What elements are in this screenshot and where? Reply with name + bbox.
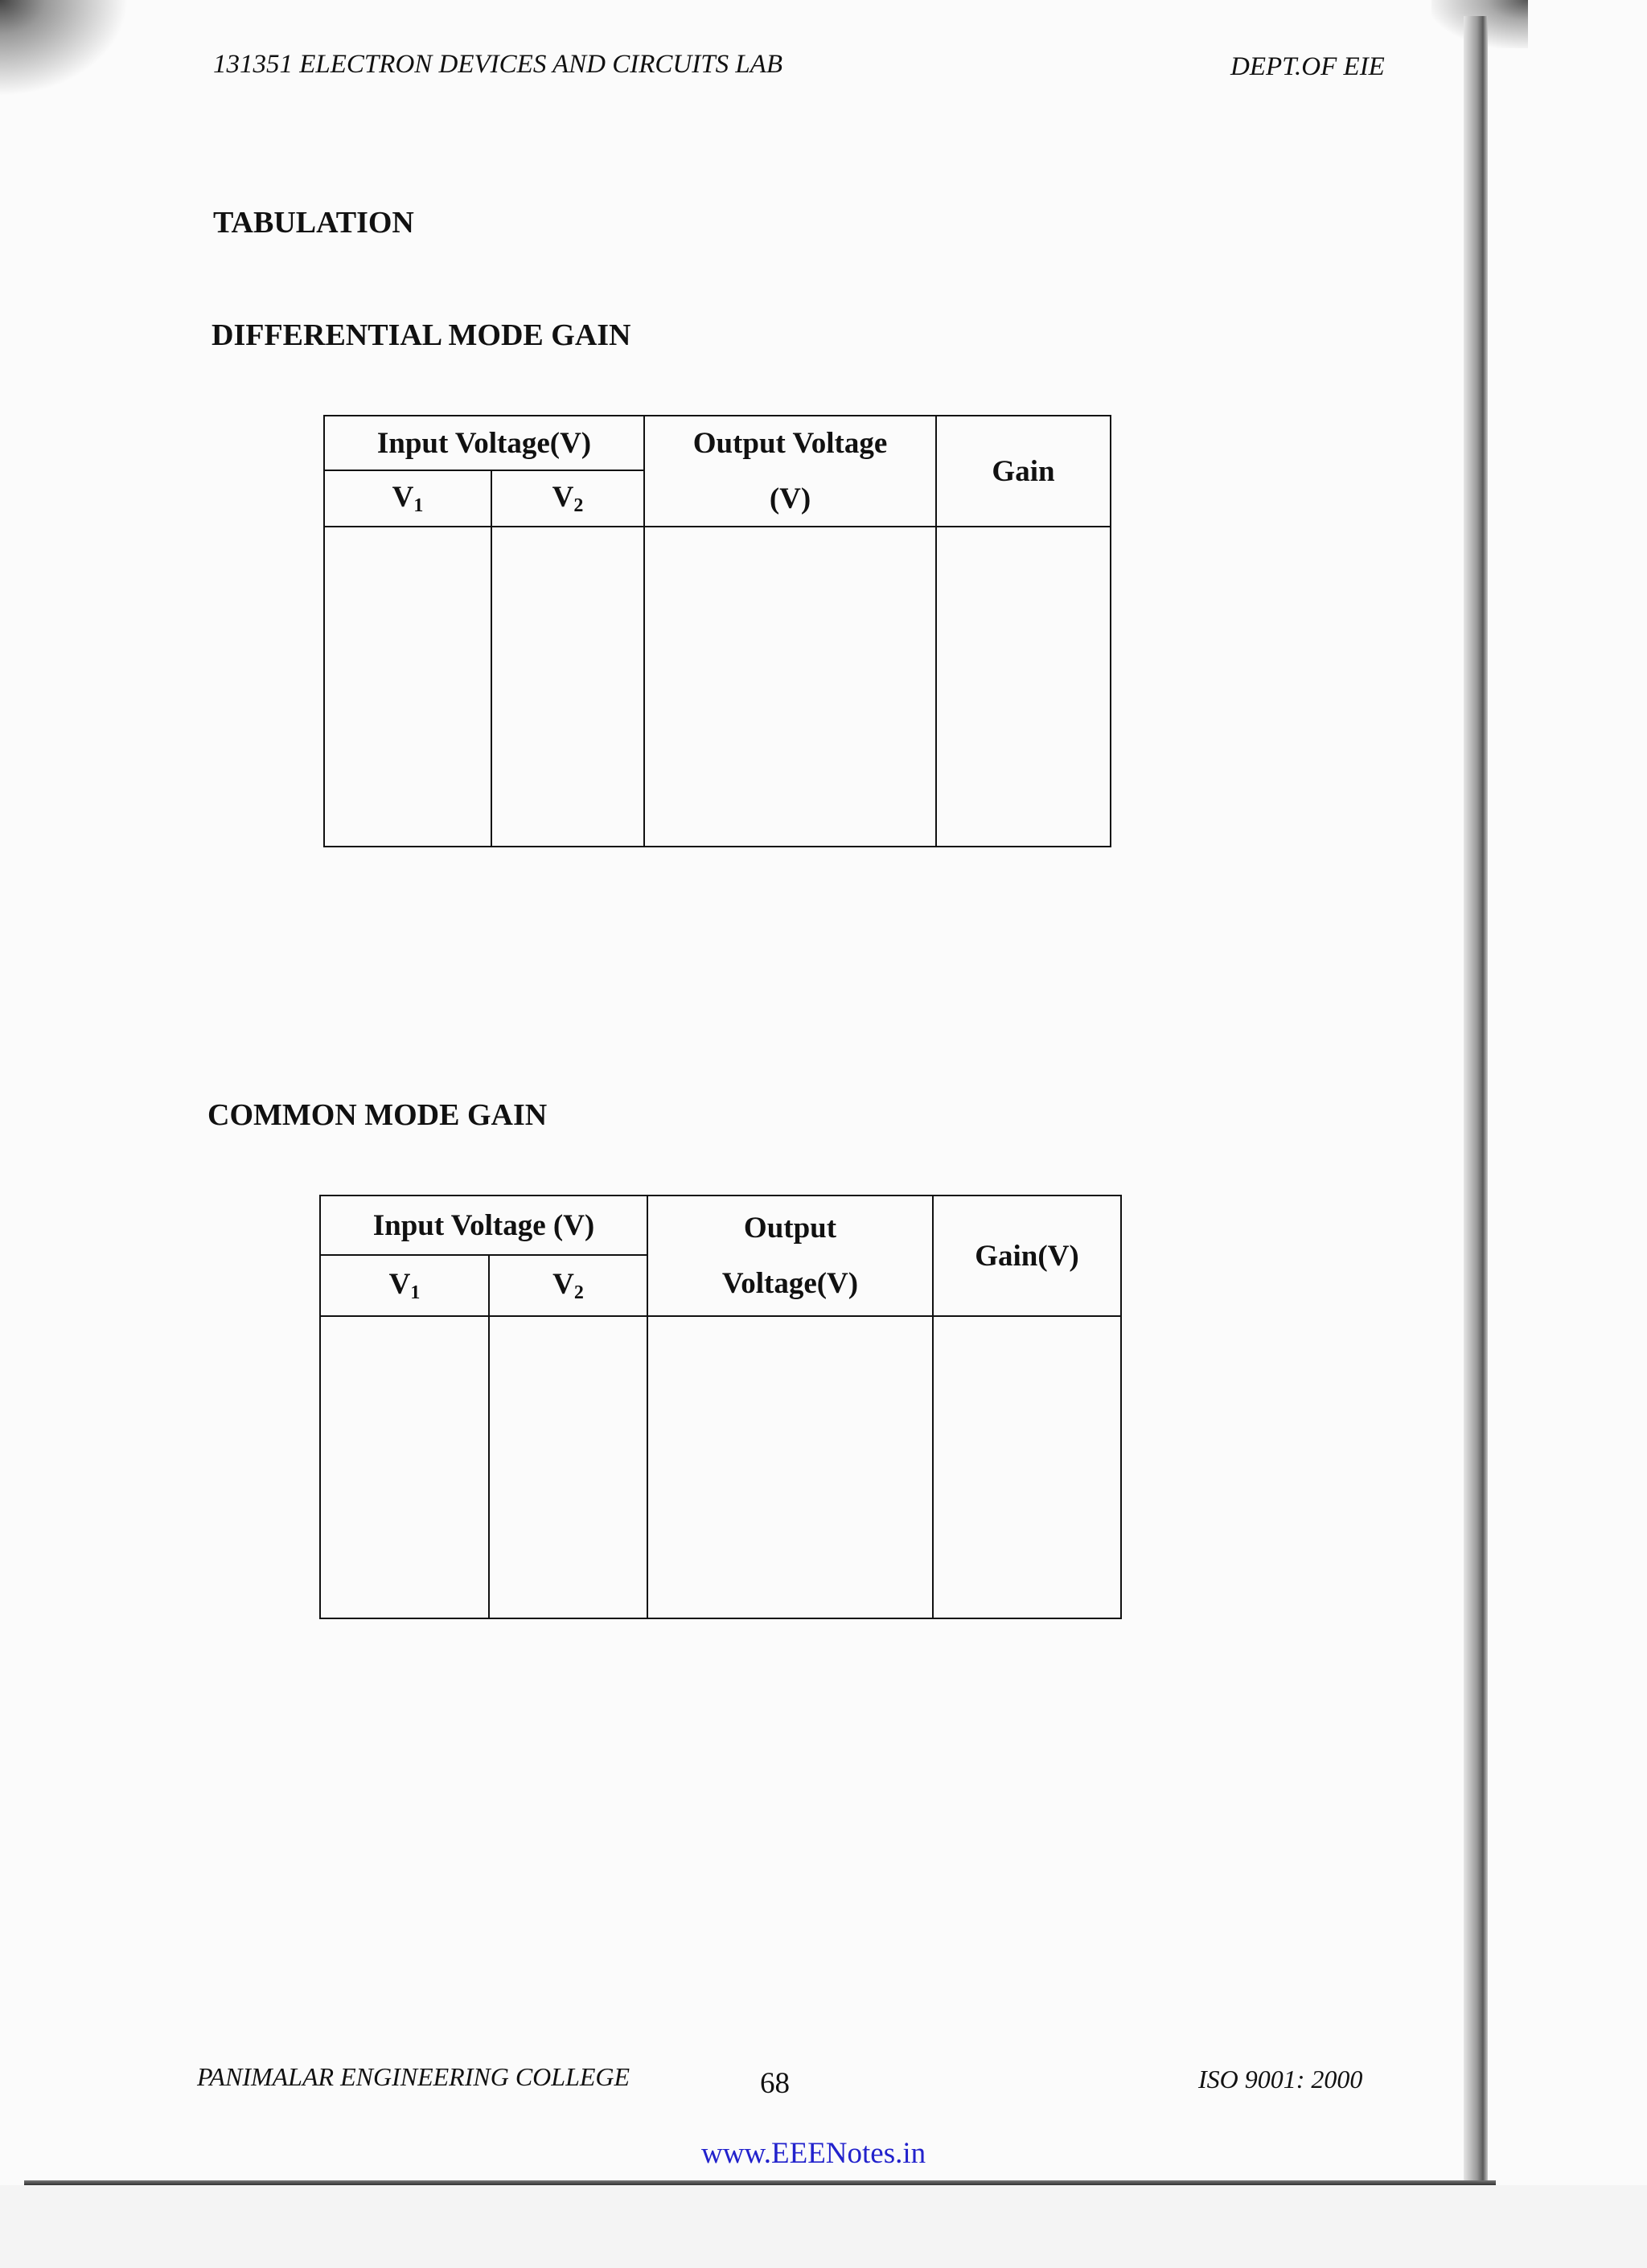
page-number: 68	[760, 2067, 790, 2100]
section-title: TABULATION	[213, 206, 414, 240]
table-cell	[489, 1316, 647, 1618]
website-link[interactable]: www.EEENotes.in	[701, 2137, 926, 2170]
v1-header: $V_1$	[320, 1255, 489, 1316]
differential-mode-title: DIFFERENTIAL MODE GAIN	[212, 318, 631, 352]
scan-edge	[24, 2180, 1496, 2185]
footer-iso: ISO 9001: 2000	[1198, 2065, 1363, 2094]
differential-mode-table	[323, 415, 1111, 847]
table-cell	[936, 527, 1111, 847]
input-voltage-header: Input Voltage(V)	[324, 416, 644, 470]
table-cell	[647, 1316, 933, 1618]
output-voltage-header: Output Voltage(V)	[647, 1196, 933, 1316]
header-course-title: 131351 ELECTRON DEVICES AND CIRCUITS LAB	[213, 50, 783, 79]
table-cell	[324, 527, 491, 847]
common-mode-table	[319, 1195, 1122, 1619]
common-mode-title: COMMON MODE GAIN	[207, 1098, 548, 1132]
scan-shadow	[0, 0, 129, 96]
input-voltage-header: Input Voltage (V)	[320, 1196, 647, 1255]
table-cell	[491, 527, 644, 847]
table-cell	[644, 527, 936, 847]
scan-edge	[1464, 16, 1488, 2187]
footer-college: PANIMALAR ENGINEERING COLLEGE	[197, 2062, 630, 2091]
header-department: DEPT.OF EIE	[1230, 52, 1385, 81]
gain-header: Gain	[936, 416, 1111, 527]
table-cell	[933, 1316, 1121, 1618]
table-cell	[320, 1316, 489, 1618]
output-voltage-header: Output Voltage (V)	[644, 416, 936, 527]
scan-margin	[0, 2185, 1647, 2268]
v2-header: $V_2$	[489, 1255, 647, 1316]
v1-header: $V_1$	[324, 470, 491, 527]
v2-header: $V_2$	[491, 470, 644, 527]
gain-header: Gain(V)	[933, 1196, 1121, 1316]
